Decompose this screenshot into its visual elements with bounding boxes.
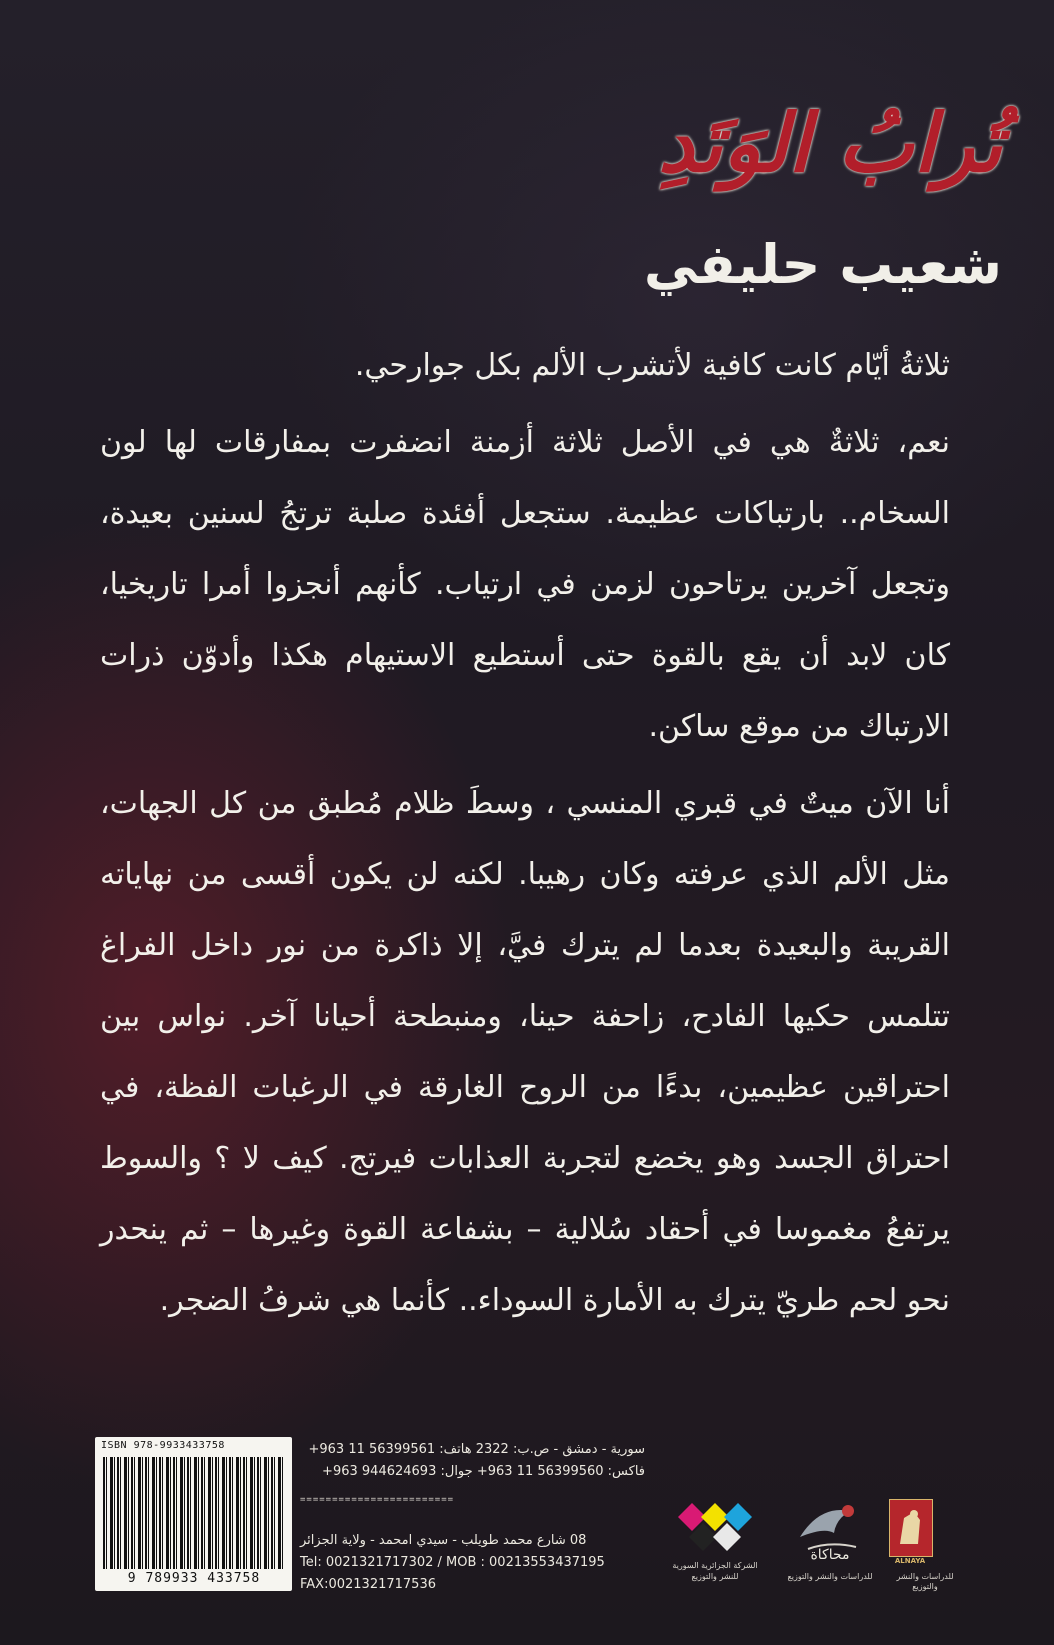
logo-3-name: ALNAYA [894,1557,926,1565]
isbn-barcode [95,1437,292,1591]
blurb-paragraph-3: أنا الآن ميتٌ في قبري المنسي ، وسطَ ظلام مُطبق من كل الجهات، مثل الألم الذي عرفته وكان رهيبا. لكنه لن يكون أقسى من نهاياته القريبة والبعيدة بعدما لم يترك فيَّ، إلا ذاكرة من نور داخل الفراغ تتلمس حكيها الفادح، زاحفة حينا، ومنبطحة أحيانا آخر. نواس بين احتراقين عظيمين، بدءًا من الروح الغارقة في الرغبات الفظة، في احتراق الجسد وهو يخضع لتجربة العذابات فيرتج. كيف لا ؟ والسوط يرتفعُ مغموسا في أحقاد سُلالية – بشفاعة القوة وغيرها – ثم ينحدر نحو لحم طريّ يترك به الأمارة السوداء.. كأنما هي شرفُ الضجر. [100,786,950,1318]
barcode-icon [103,1457,285,1569]
blurb-paragraph-2: نعم، ثلاثةٌ هي في الأصل ثلاثة أزمنة انضفرت بمفارقات لها لون السخام.. بارتباكات عظيمة. ستجعل أفئدة صلبة ترتجُ لسنين بعيدة، وتجعل آخرين يرتاحون لزمن في ارتياب. كأنهم أنجزوا أمرا تاريخيا، كان لابد أن يقع بالقوة حتى أستطيع الاستيهام هكذا وأدوّن ذرات الارتباك من موقع ساكن. [100,425,950,744]
algeria-address [300,1530,645,1596]
alnaya-logo [885,1497,965,1591]
syria-address-line-1: سورية - دمشق - ص.ب: 2322 هاتف: 56399561 11 963+ [308,1442,645,1457]
separator-line: ======================== [300,1495,455,1505]
algeria-address-line-1: 08 شارع محمد طويلب - سيدي امحمد - ولاية الجزائر [300,1533,587,1548]
logo-2-sub: للدراسات والنشر والتوزيع [787,1572,873,1581]
syrian-algerian-company-logo [665,1497,765,1587]
syria-address-line-2: فاكس: 56399560 11 963+ جوال: 944624693 963+ [322,1464,645,1479]
alnaya-badge-icon [889,1499,933,1557]
logo-1-sub: للنشر والتوزيع [691,1572,739,1581]
isbn-label: ISBN 978-9933433758 [101,1440,225,1451]
syria-address [300,1439,645,1483]
algeria-fax: FAX:0021321717536 [300,1577,436,1592]
blurb-text [100,330,950,1342]
logo-2-name: محاكاة [810,1547,850,1563]
blurb-paragraph-1: ثلاثةُ أيّام كانت كافية لأتشرب الألم بكل جوارحي. [354,348,950,383]
book-title: تُرابُ الوَتَدِ [658,96,1002,190]
author-name: شعيب حليفي [643,233,1002,296]
algeria-tel: Tel: 0021321717302 / MOB : 00213553437195 [300,1555,605,1570]
publisher-imprint [95,1437,965,1622]
barcode-digits: 9 789933 433758 [127,1571,261,1586]
logo-3-sub: للدراسات والنشر والتوزيع [896,1572,954,1591]
logo-1-name: الشركة الجزائرية السورية [672,1561,758,1570]
diamond-logo-icon [670,1497,760,1559]
muhakat-logo [785,1497,875,1587]
